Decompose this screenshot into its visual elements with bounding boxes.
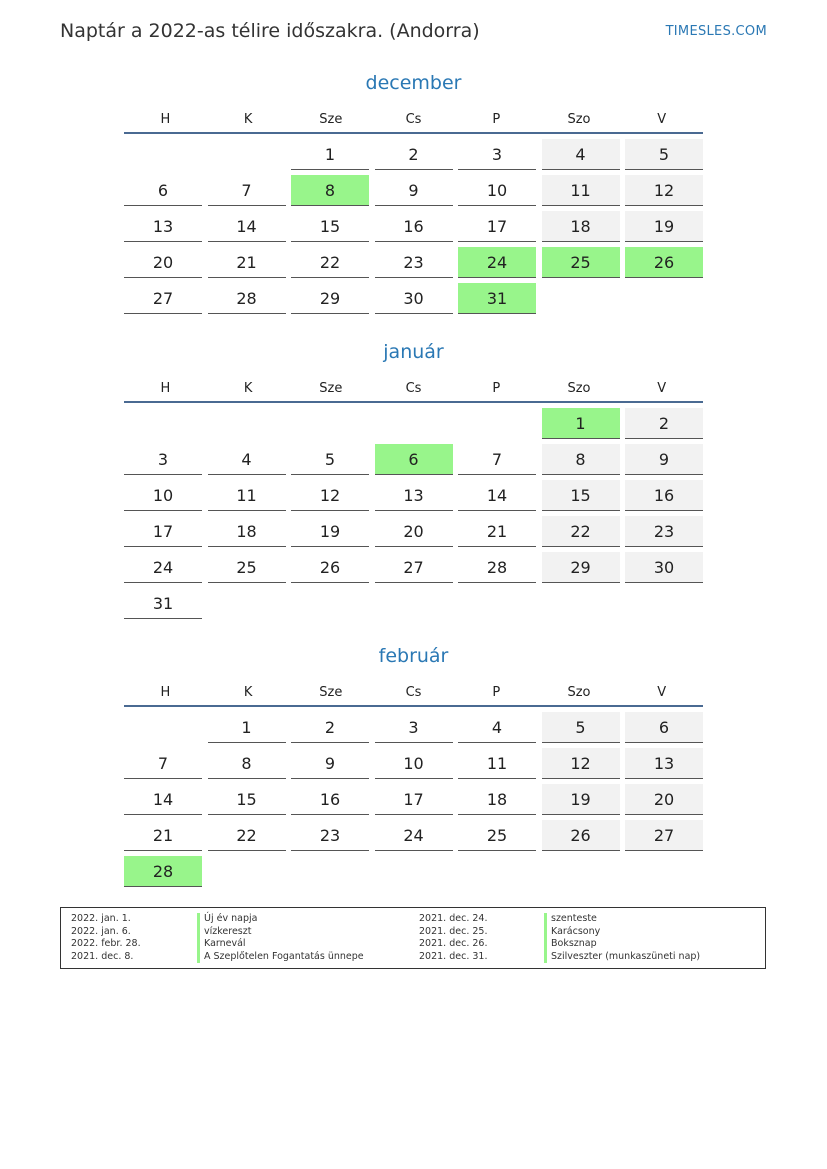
day-cell: 22 (542, 516, 620, 547)
day-cell: 28 (208, 283, 286, 314)
weekday-label: P (492, 111, 501, 127)
day-cell: 12 (542, 748, 620, 779)
weekday-label: Cs (405, 111, 422, 127)
day-cell: 18 (458, 784, 536, 815)
month-január (124, 337, 703, 619)
weekday-label: P (492, 380, 501, 396)
empty-cell (208, 139, 286, 170)
day-cell: 28 (458, 552, 536, 583)
day-grid (124, 408, 703, 619)
weekday-label: P (492, 684, 501, 700)
weekday-label: Sze (319, 380, 343, 396)
weekday-label: H (160, 111, 171, 127)
legend-date: 2021. dec. 25. (419, 925, 488, 937)
legend-date: 2021. dec. 31. (419, 950, 488, 962)
day-cell: 21 (124, 820, 202, 851)
weekday-label: K (243, 684, 253, 700)
day-cell: 6 (124, 175, 202, 206)
day-cell: 15 (208, 784, 286, 815)
day-cell: 18 (542, 211, 620, 242)
month-title: február (378, 645, 449, 667)
empty-cell (208, 408, 286, 439)
day-cell: 10 (458, 175, 536, 206)
day-cell: 15 (291, 211, 369, 242)
month-február (124, 641, 703, 887)
empty-cell (124, 712, 202, 743)
weekday-label: H (160, 380, 171, 396)
weekday-label: K (243, 380, 253, 396)
day-cell: 16 (291, 784, 369, 815)
day-cell: 23 (291, 820, 369, 851)
day-cell: 16 (375, 211, 453, 242)
day-cell: 13 (625, 748, 703, 779)
weekday-label: K (243, 111, 253, 127)
legend-holiday-name: Karácsony (544, 926, 600, 939)
weekday-header (124, 679, 703, 707)
day-cell: 11 (458, 748, 536, 779)
day-cell: 2 (375, 139, 453, 170)
weekday-label: Szo (567, 684, 591, 700)
day-cell: 7 (124, 748, 202, 779)
legend-date: 2022. jan. 1. (71, 913, 131, 924)
day-cell: 12 (625, 175, 703, 206)
empty-cell (291, 408, 369, 439)
legend-date: 2021. dec. 26. (419, 938, 488, 949)
weekday-label: H (160, 684, 171, 700)
holiday-day-cell: 26 (625, 247, 703, 278)
day-cell: 14 (458, 480, 536, 511)
holiday-day-cell: 6 (375, 444, 453, 475)
day-cell: 19 (625, 211, 703, 242)
empty-cell (375, 408, 453, 439)
day-cell: 7 (458, 444, 536, 475)
day-cell: 9 (625, 444, 703, 475)
legend-holiday-name: Boksznap (544, 938, 597, 951)
weekday-label: V (657, 684, 667, 700)
day-cell: 27 (124, 283, 202, 314)
day-cell: 27 (625, 820, 703, 851)
legend-holiday-name: szenteste (544, 913, 597, 926)
day-cell: 15 (542, 480, 620, 511)
day-cell: 4 (542, 139, 620, 170)
day-cell: 20 (124, 247, 202, 278)
day-cell: 29 (291, 283, 369, 314)
day-cell: 11 (208, 480, 286, 511)
legend-date: 2021. dec. 8. (71, 950, 134, 962)
weekday-header (124, 375, 703, 403)
day-cell: 3 (458, 139, 536, 170)
legend-holiday-name: vízkereszt (197, 926, 251, 939)
day-cell: 29 (542, 552, 620, 583)
empty-cell (124, 139, 202, 170)
day-cell: 18 (208, 516, 286, 547)
weekday-label: Szo (567, 111, 591, 127)
day-cell: 26 (542, 820, 620, 851)
legend-date: 2022. jan. 6. (71, 925, 131, 937)
day-grid (124, 139, 703, 314)
empty-cell (124, 408, 202, 439)
weekday-label: Cs (405, 684, 422, 700)
day-cell: 30 (375, 283, 453, 314)
day-cell: 22 (291, 247, 369, 278)
legend-date: 2022. febr. 28. (71, 938, 141, 949)
day-cell: 9 (375, 175, 453, 206)
day-cell: 23 (375, 247, 453, 278)
day-cell: 17 (124, 516, 202, 547)
day-cell: 8 (542, 444, 620, 475)
day-cell: 21 (208, 247, 286, 278)
month-december (124, 68, 703, 314)
brand-logo-text[interactable]: TIMESLES.COM (665, 24, 767, 39)
day-cell: 1 (208, 712, 286, 743)
day-cell: 5 (625, 139, 703, 170)
weekday-label: Cs (405, 380, 422, 396)
day-cell: 24 (375, 820, 453, 851)
day-cell: 8 (208, 748, 286, 779)
day-cell: 25 (208, 552, 286, 583)
day-cell: 22 (208, 820, 286, 851)
holiday-legend (60, 907, 766, 969)
day-cell: 17 (375, 784, 453, 815)
day-cell: 2 (625, 408, 703, 439)
day-cell: 4 (458, 712, 536, 743)
page-title: Naptár a 2022-as télire időszakra. (Andorra) (60, 20, 480, 42)
day-cell: 9 (291, 748, 369, 779)
weekday-label: V (657, 111, 667, 127)
day-cell: 11 (542, 175, 620, 206)
legend-holiday-name: A Szeplőtelen Fogantatás ünnepe (197, 951, 364, 964)
day-cell: 23 (625, 516, 703, 547)
holiday-day-cell: 28 (124, 856, 202, 887)
legend-holiday-name: Karnevál (197, 938, 246, 951)
holiday-day-cell: 1 (542, 408, 620, 439)
holiday-day-cell: 31 (458, 283, 536, 314)
day-grid (124, 712, 703, 887)
holiday-day-cell: 24 (458, 247, 536, 278)
day-cell: 24 (124, 552, 202, 583)
day-cell: 7 (208, 175, 286, 206)
day-cell: 3 (124, 444, 202, 475)
day-cell: 4 (208, 444, 286, 475)
day-cell: 20 (625, 784, 703, 815)
day-cell: 13 (375, 480, 453, 511)
day-cell: 12 (291, 480, 369, 511)
day-cell: 13 (124, 211, 202, 242)
day-cell: 19 (291, 516, 369, 547)
day-cell: 10 (124, 480, 202, 511)
day-cell: 1 (291, 139, 369, 170)
holiday-day-cell: 25 (542, 247, 620, 278)
day-cell: 26 (291, 552, 369, 583)
day-cell: 3 (375, 712, 453, 743)
day-cell: 17 (458, 211, 536, 242)
day-cell: 5 (291, 444, 369, 475)
legend-holiday-name: Új év napja (197, 913, 257, 926)
holiday-day-cell: 8 (291, 175, 369, 206)
day-cell: 30 (625, 552, 703, 583)
weekday-label: Sze (319, 684, 343, 700)
legend-date: 2021. dec. 24. (419, 913, 488, 924)
day-cell: 2 (291, 712, 369, 743)
day-cell: 27 (375, 552, 453, 583)
day-cell: 19 (542, 784, 620, 815)
day-cell: 6 (625, 712, 703, 743)
day-cell: 16 (625, 480, 703, 511)
weekday-label: Sze (319, 111, 343, 127)
month-title: január (383, 341, 444, 363)
weekday-label: V (657, 380, 667, 396)
day-cell: 14 (208, 211, 286, 242)
day-cell: 14 (124, 784, 202, 815)
day-cell: 21 (458, 516, 536, 547)
day-cell: 5 (542, 712, 620, 743)
empty-cell (458, 408, 536, 439)
month-title: december (365, 72, 462, 94)
day-cell: 25 (458, 820, 536, 851)
day-cell: 20 (375, 516, 453, 547)
weekday-header (124, 106, 703, 134)
weekday-label: Szo (567, 380, 591, 396)
day-cell: 31 (124, 588, 202, 619)
day-cell: 10 (375, 748, 453, 779)
legend-holiday-name: Szilveszter (munkaszüneti nap) (544, 951, 700, 964)
